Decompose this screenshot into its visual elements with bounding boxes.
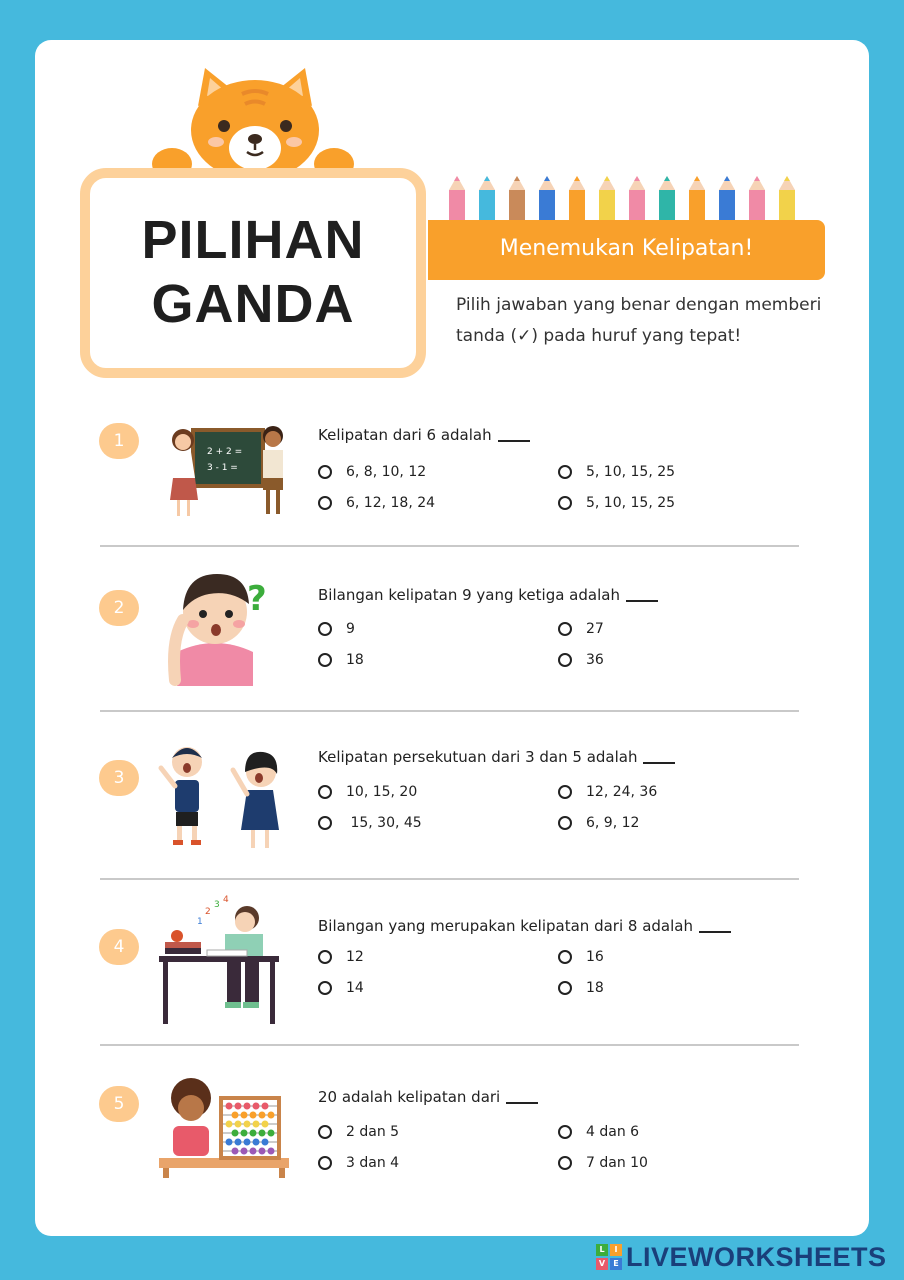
- radio-circle-icon[interactable]: [318, 465, 332, 479]
- check-mark-icon: ✓: [517, 326, 532, 346]
- answer-blank: [506, 1102, 538, 1104]
- question-text: [318, 748, 675, 766]
- option-c[interactable]: [318, 1155, 399, 1171]
- option-label: 12: [346, 949, 364, 965]
- question-text: [318, 586, 658, 604]
- radio-circle-icon[interactable]: [318, 1156, 332, 1170]
- thinking-boy-icon: [155, 570, 285, 686]
- logo-block-3: V: [596, 1258, 608, 1270]
- option-b[interactable]: [558, 949, 604, 965]
- answer-blank: [498, 440, 530, 442]
- page-title: [80, 208, 426, 336]
- title-line-2: GANDA: [151, 274, 355, 334]
- option-c[interactable]: [318, 652, 364, 668]
- boy-with-abacus-icon: [155, 1076, 295, 1180]
- radio-circle-icon[interactable]: [558, 950, 572, 964]
- option-a[interactable]: [318, 784, 417, 800]
- question-number-badge: 3: [99, 760, 139, 796]
- question-text-label: Bilangan yang merupakan kelipatan dari 8 adalah: [318, 917, 693, 935]
- option-b[interactable]: [558, 1124, 639, 1140]
- radio-circle-icon[interactable]: [318, 622, 332, 636]
- option-label: 18: [346, 652, 364, 668]
- arguing-kids-icon: [155, 742, 295, 858]
- instruction-text: [456, 290, 836, 352]
- logo-blocks-icon: [596, 1244, 622, 1270]
- option-a[interactable]: [318, 1124, 399, 1140]
- option-a[interactable]: [318, 949, 364, 965]
- option-c[interactable]: [318, 495, 435, 511]
- divider: [100, 1044, 799, 1046]
- divider: [100, 545, 799, 547]
- divider: [100, 878, 799, 880]
- logo-block-4: E: [610, 1258, 622, 1270]
- option-label: 3 dan 4: [346, 1155, 400, 1171]
- option-c[interactable]: [318, 815, 422, 831]
- option-d[interactable]: [558, 980, 604, 996]
- title-line-1: PILIHAN: [141, 210, 365, 270]
- question-text: [318, 917, 731, 935]
- option-label: 2 dan 5: [346, 1124, 400, 1140]
- option-label: 4 dan 6: [586, 1124, 640, 1140]
- question-number-badge: 5: [99, 1086, 139, 1122]
- option-label: 7 dan 10: [586, 1155, 648, 1171]
- option-label: 12, 24, 36: [586, 784, 658, 800]
- option-label: 18: [586, 980, 604, 996]
- option-a[interactable]: [318, 464, 426, 480]
- radio-circle-icon[interactable]: [558, 465, 572, 479]
- radio-circle-icon[interactable]: [318, 653, 332, 667]
- option-label: 5, 10, 15, 25: [586, 464, 676, 480]
- pencils-icon: [445, 176, 815, 224]
- option-b[interactable]: [558, 464, 675, 480]
- subtitle: Menemukan Kelipatan!: [499, 236, 754, 261]
- radio-circle-icon[interactable]: [318, 785, 332, 799]
- radio-circle-icon[interactable]: [558, 785, 572, 799]
- question-number-badge: 1: [99, 423, 139, 459]
- radio-circle-icon[interactable]: [318, 496, 332, 510]
- svg-text:?: ?: [247, 579, 267, 619]
- option-a[interactable]: [318, 621, 355, 637]
- radio-circle-icon[interactable]: [558, 622, 572, 636]
- option-label: 36: [586, 652, 604, 668]
- divider: [100, 710, 799, 712]
- question-number-badge: 2: [99, 590, 139, 626]
- option-label: 16: [586, 949, 604, 965]
- board-line-1: 2 + 2 =: [207, 447, 243, 457]
- option-d[interactable]: [558, 815, 639, 831]
- radio-circle-icon[interactable]: [558, 816, 572, 830]
- radio-circle-icon[interactable]: [318, 981, 332, 995]
- option-label: 6, 12, 18, 24: [346, 495, 436, 511]
- kids-at-chalkboard-icon: [155, 422, 300, 524]
- radio-circle-icon[interactable]: [558, 1156, 572, 1170]
- option-label: 10, 15, 20: [346, 784, 418, 800]
- option-d[interactable]: [558, 1155, 648, 1171]
- illustration-number-1: 1: [197, 917, 203, 927]
- option-label: 6, 9, 12: [586, 815, 640, 831]
- illustration-number-3: 3: [214, 900, 220, 910]
- radio-circle-icon[interactable]: [558, 1125, 572, 1139]
- option-label: 14: [346, 980, 364, 996]
- question-text-label: Bilangan kelipatan 9 yang ketiga adalah: [318, 586, 620, 604]
- option-label: 6, 8, 10, 12: [346, 464, 427, 480]
- question-text-label: Kelipatan dari 6 adalah: [318, 426, 492, 444]
- logo-text: LIVEWORKSHEETS: [626, 1241, 887, 1272]
- question-text: [318, 426, 530, 444]
- radio-circle-icon[interactable]: [558, 653, 572, 667]
- radio-circle-icon[interactable]: [558, 981, 572, 995]
- question-text-label: Kelipatan persekutuan dari 3 dan 5 adalah: [318, 748, 638, 766]
- answer-blank: [699, 931, 731, 933]
- option-label: 15, 30, 45: [346, 815, 422, 831]
- option-b[interactable]: [558, 784, 657, 800]
- option-label: 27: [586, 621, 604, 637]
- logo-block-2: I: [610, 1244, 622, 1256]
- question-text: [318, 1088, 538, 1106]
- option-b[interactable]: [558, 621, 604, 637]
- logo-block-1: L: [596, 1244, 608, 1256]
- option-d[interactable]: [558, 495, 675, 511]
- liveworksheets-logo[interactable]: [596, 1238, 887, 1276]
- answer-blank: [643, 762, 675, 764]
- illustration-number-2: 2: [205, 907, 211, 917]
- question-text-label: 20 adalah kelipatan dari: [318, 1088, 501, 1106]
- option-d[interactable]: [558, 652, 604, 668]
- radio-circle-icon[interactable]: [318, 950, 332, 964]
- radio-circle-icon[interactable]: [318, 816, 332, 830]
- radio-circle-icon[interactable]: [558, 496, 572, 510]
- radio-circle-icon[interactable]: [318, 1125, 332, 1139]
- question-number-badge: 4: [99, 929, 139, 965]
- illustration-number-4: 4: [223, 895, 229, 905]
- board-line-2: 3 - 1 =: [207, 463, 238, 473]
- student-at-desk-icon: [155, 894, 285, 1028]
- option-label: 9: [346, 621, 355, 637]
- instruction-part-2: ) pada huruf yang tepat!: [531, 326, 742, 346]
- option-c[interactable]: [318, 980, 364, 996]
- answer-blank: [626, 600, 658, 602]
- instruction-part-1: Pilih jawaban yang benar dengan memberi tanda (: [456, 295, 822, 346]
- option-label: 5, 10, 15, 25: [586, 495, 676, 511]
